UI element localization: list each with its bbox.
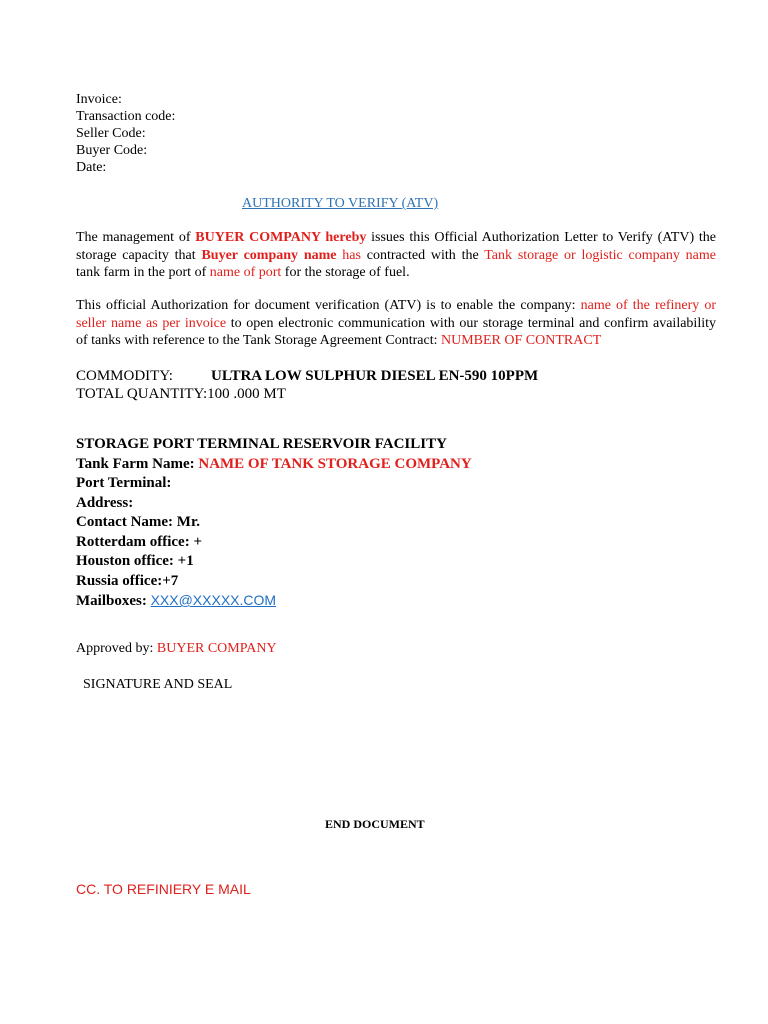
paragraph-line: tank farm in the port of name of port for the storage of fuel.	[76, 265, 410, 280]
transaction-code-label: Transaction code:	[76, 109, 176, 124]
houston-office-label: Houston office: +1	[76, 553, 194, 569]
total-quantity: TOTAL QUANTITY:100 .000 MT	[76, 386, 286, 402]
buyer-company-text: BUYER COMPANY hereby	[195, 230, 367, 245]
russia-office-label: Russia office:+7	[76, 572, 179, 589]
port-name-text: name of port	[209, 265, 282, 280]
document-header	[76, 91, 175, 176]
email-link[interactable]: XXX@XXXXX.COM	[150, 592, 277, 608]
contact-name-label: Contact Name: Mr.	[76, 514, 200, 530]
port-terminal-label: Port Terminal:	[76, 475, 172, 491]
verification-paragraph	[76, 297, 716, 350]
paragraph-line: seller name as per invoice to open electronic communication with our storage terminal and confirm availability	[76, 315, 716, 331]
buyer-company-name-text: Buyer company name	[201, 247, 337, 263]
paragraph-line: This official Authorization for document verification (ATV) is to enable the company: name of the refinery or	[76, 298, 716, 313]
cc-refinery-email: CC. TO REFINIERY E MAIL	[76, 881, 251, 897]
rotterdam-office-label: Rotterdam office: +	[76, 533, 202, 550]
paragraph-line: of tanks with reference to the Tank Storage Agreement Contract: NUMBER OF CONTRACT	[76, 333, 602, 348]
end-document-label: END DOCUMENT	[325, 817, 425, 831]
contract-number-text: NUMBER OF CONTRACT	[440, 333, 602, 348]
commodity-value: ULTRA LOW SULPHUR DIESEL EN-590 10PPM	[211, 368, 539, 384]
commodity-label: COMMODITY:	[76, 368, 173, 384]
invoice-label: Invoice:	[76, 92, 122, 107]
signature-and-seal: SIGNATURE AND SEAL	[83, 677, 233, 692]
refinery-name-text: name of the refinery or	[580, 298, 716, 313]
tank-farm-value: NAME OF TANK STORAGE COMPANY	[198, 455, 472, 472]
storage-section	[76, 435, 472, 611]
approver-company: BUYER COMPANY	[156, 641, 277, 656]
address-label: Address:	[76, 494, 134, 511]
tank-farm-line: Tank Farm Name: NAME OF TANK STORAGE COMPANY	[76, 455, 472, 472]
mailboxes-line: Mailboxes: XXX@XXXXX.COM	[76, 592, 277, 609]
seller-name-text: seller name as per invoice	[76, 315, 227, 331]
approved-by-line: Approved by: BUYER COMPANY	[76, 641, 277, 656]
date-label: Date:	[76, 160, 107, 175]
authorization-paragraph	[76, 229, 716, 282]
paragraph-line: storage capacity that Buyer company name has contracted with the Tank storage or logistic company name	[76, 247, 716, 263]
tank-company-text: Tank storage or logistic company name	[484, 247, 716, 263]
seller-code-label: Seller Code:	[76, 126, 146, 141]
paragraph-line: The management of BUYER COMPANY hereby issues this Official Authorization Letter to Verify (ATV) the	[76, 230, 716, 245]
document-title: AUTHORITY TO VERIFY (ATV)	[242, 196, 439, 211]
buyer-code-label: Buyer Code:	[76, 143, 148, 158]
storage-heading: STORAGE PORT TERMINAL RESERVOIR FACILITY	[76, 436, 447, 452]
